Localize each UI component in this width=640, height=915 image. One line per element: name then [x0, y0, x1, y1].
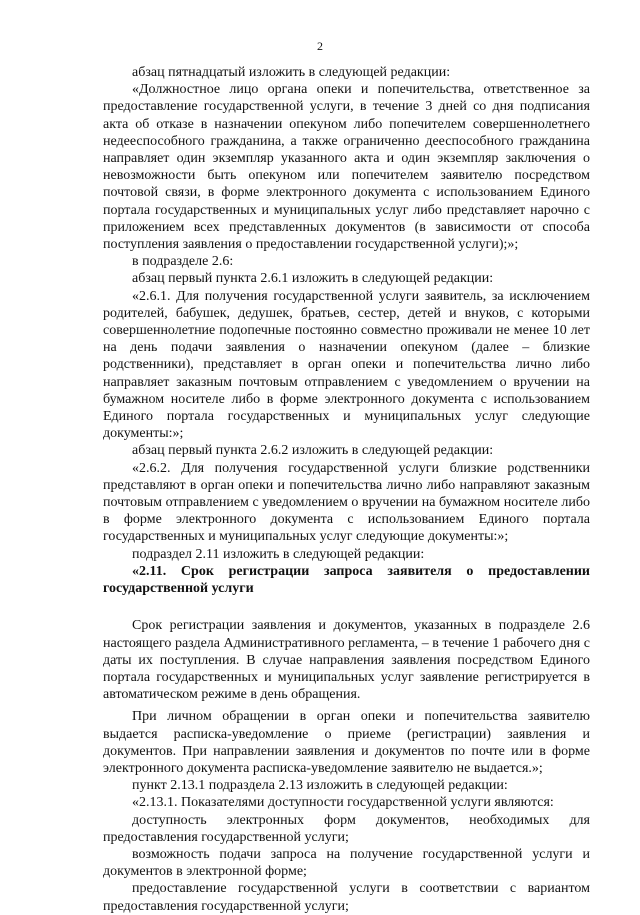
paragraph: пункт 2.13.1 подраздела 2.13 изложить в следующей редакции:: [132, 778, 508, 794]
paragraph: «Должностное лицо органа опеки и попечительства, ответственное за предоставление государственной услуги, в течение 3 дней со дня подписания акта об отказе в назначении опекуном либо попечителем совершеннолетнего недееспособного гражданина, а также ограниченно дееспособного гражданина направляет один экземпляр указанного акта и один экземпляр заключения о невозможности быть опекуном или попечителем заявителю посредством почтовой связи, в форме электронного документа с использованием Единого портала государственных и муниципальных услуг либо представляет нарочно с приложением всех представленных документов (в зависимости от способа поступления заявления о предоставлении государственной услуги);»;: [103, 82, 590, 253]
paragraph: Срок регистрации заявления и документов, указанных в подразделе 2.6 настоящего раздела Административного регламента, – в течение 1 рабочего дня с даты их поступления. В случае направления заявления посредством Единого портала государственных и муниципальных услуг заявление регистрируется в автоматическом режиме в день обращения.: [103, 618, 590, 703]
paragraph: предоставление государственной услуги в соответствии с вариантом предоставления государственной услуги;: [103, 881, 590, 914]
paragraph: «2.13.1. Показателями доступности государственной услуги являются:: [132, 795, 554, 811]
section-heading: «2.11. Срок регистрации запроса заявителя о предоставлении государственной услуги: [103, 563, 590, 597]
paragraph: возможность подачи запроса на получение государственной услуги и документов в электронной форме;: [103, 846, 590, 880]
paragraph: абзац первый пункта 2.6.2 изложить в следующей редакции:: [132, 443, 494, 459]
page-number: 2: [317, 39, 323, 53]
paragraph: абзац пятнадцатый изложить в следующей редакции:: [132, 65, 451, 80]
paragraph: «2.6.2. Для получения государственной услуги близкие родственники представляют в орган опеки и попечительства лично либо направляют заказным почтовым отправлением с уведомлением о вручении на бумажном носителе либо в форме электронного документа с использованием Единого портала государственных и муниципальных услуг следующие документы:»;: [103, 460, 590, 545]
paragraph: «2.6.1. Для получения государственной услуги заявитель, за исключением родителей, бабушек, дедушек, братьев, сестер, детей и внуков, с которыми совершеннолетние подопечные постоянно совместно проживали не менее 10 лет на день подачи заявления о назначении опекуном (далее – близкие родственники), представляет в орган опеки и попечительства лично либо направляет заказным почтовым отправлением с уведомлением о вручении на бумажном носителе либо в форме электронного документа с использованием Единого портала государственных и муниципальных услуг следующие документы:»;: [103, 288, 590, 442]
paragraph: При личном обращении в орган опеки и попечительства заявителю выдается расписка-уведомление о приеме (регистрации) заявления и документов. При направлении заявления и документов по почте или в форме электронного документа расписка-уведомление заявителю не выдается.»;: [103, 709, 590, 776]
paragraph: абзац первый пункта 2.6.1 изложить в следующей редакции:: [132, 271, 494, 287]
paragraph: подраздел 2.11 изложить в следующей редакции:: [132, 546, 425, 562]
document-body: [103, 64, 590, 915]
paragraph: доступность электронных форм документов, необходимых для предоставления государственной услуги;: [103, 812, 590, 845]
paragraph: в подразделе 2.6:: [132, 254, 234, 270]
